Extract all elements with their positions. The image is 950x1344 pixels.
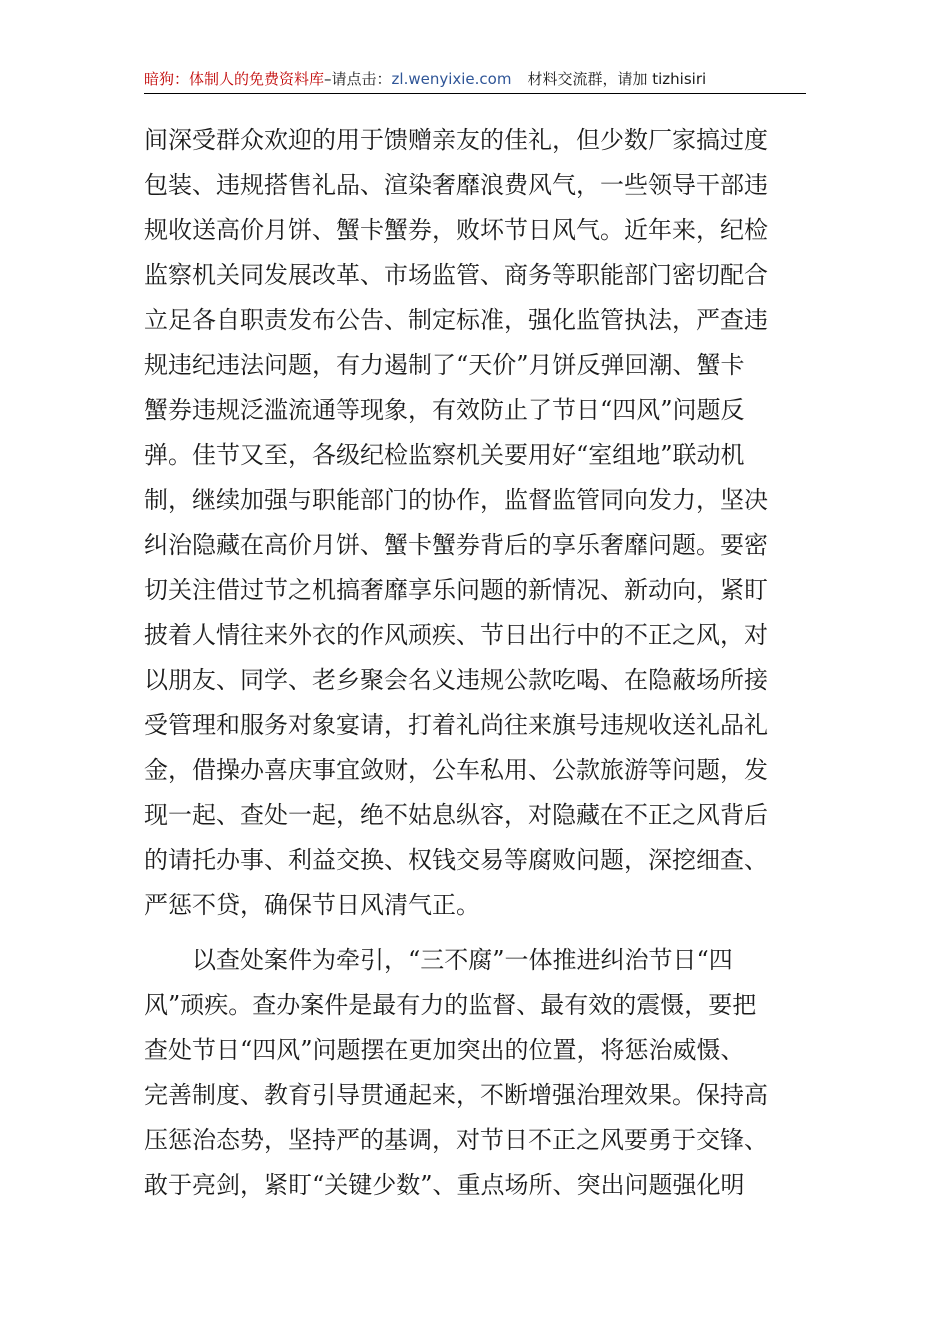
text-line: 弹。佳节又至，各级纪检监察机关要用好“室组地”联动机 [144,441,745,469]
text-line: 受管理和服务对象宴请，打着礼尚往来旗号违规收送礼品礼 [144,711,768,739]
paragraph-1 [144,118,806,928]
text-line: 包装、违规搭售礼品、渲染奢靡浪费风气，一些领导干部违 [144,171,768,199]
text-line: 以朋友、同学、老乡聚会名义违规公款吃喝、在隐蔽场所接 [144,666,768,694]
header-url-link[interactable]: zl.wenyixie.com [391,70,512,88]
header-brand: 暗狗：体制人的免费资料库 [144,70,325,88]
paragraph-spacer [144,928,806,938]
paragraph-2 [144,938,806,1208]
text-line: 以查处案件为牵引，“三不腐”一体推进纠治节日“四 [144,946,733,974]
text-line: 规违纪违法问题，有力遏制了“天价”月饼反弹回潮、蟹卡 [144,351,745,379]
text-line: 纠治隐藏在高价月饼、蟹卡蟹券背后的享乐奢靡问题。要密 [144,531,768,559]
text-line: 风”顽疾。查办案件是最有力的监督、最有效的震慑，要把 [144,991,757,1019]
text-line: 规收送高价月饼、蟹卡蟹券，败坏节日风气。近年来，纪检 [144,216,768,244]
text-line: 查处节日“四风”问题摆在更加突出的位置，将惩治威慑、 [144,1036,745,1064]
text-line: 的请托办事、利益交换、权钱交易等腐败问题，深挖细查、 [144,846,768,874]
page-header [144,66,806,92]
text-line: 敢于亮剑，紧盯“关键少数”、重点场所、突出问题强化明 [144,1171,745,1199]
text-line: 现一起、查处一起，绝不姑息纵容，对隐藏在不正之风背后 [144,801,768,829]
text-line: 立足各自职责发布公告、制定标准，强化监管执法，严查违 [144,306,768,334]
document-body [144,118,806,1208]
text-line: 蟹券违规泛滥流通等现象，有效防止了节日“四风”问题反 [144,396,745,424]
text-line: 金，借操办喜庆事宜敛财，公车私用、公款旅游等问题，发 [144,756,768,784]
text-line: 制，继续加强与职能部门的协作，监督监管同向发力，坚决 [144,486,768,514]
header-prompt: –请点击： [324,70,392,88]
text-line: 切关注借过节之机搞奢靡享乐问题的新情况、新动向，紧盯 [144,576,768,604]
text-line: 监察机关同发展改革、市场监管、商务等职能部门密切配合 [144,261,768,289]
header-divider [144,93,806,94]
text-line: 严惩不贷，确保节日风清气正。 [144,891,480,919]
header-group-info: 材料交流群，请加 tizhisiri [527,70,707,88]
text-line: 完善制度、教育引导贯通起来，不断增强治理效果。保持高 [144,1081,768,1109]
text-line: 披着人情往来外衣的作风顽疾、节日出行中的不正之风，对 [144,621,768,649]
text-line: 间深受群众欢迎的用于馈赠亲友的佳礼，但少数厂家搞过度 [144,126,768,154]
text-line: 压惩治态势，坚持严的基调，对节日不正之风要勇于交锋、 [144,1126,768,1154]
